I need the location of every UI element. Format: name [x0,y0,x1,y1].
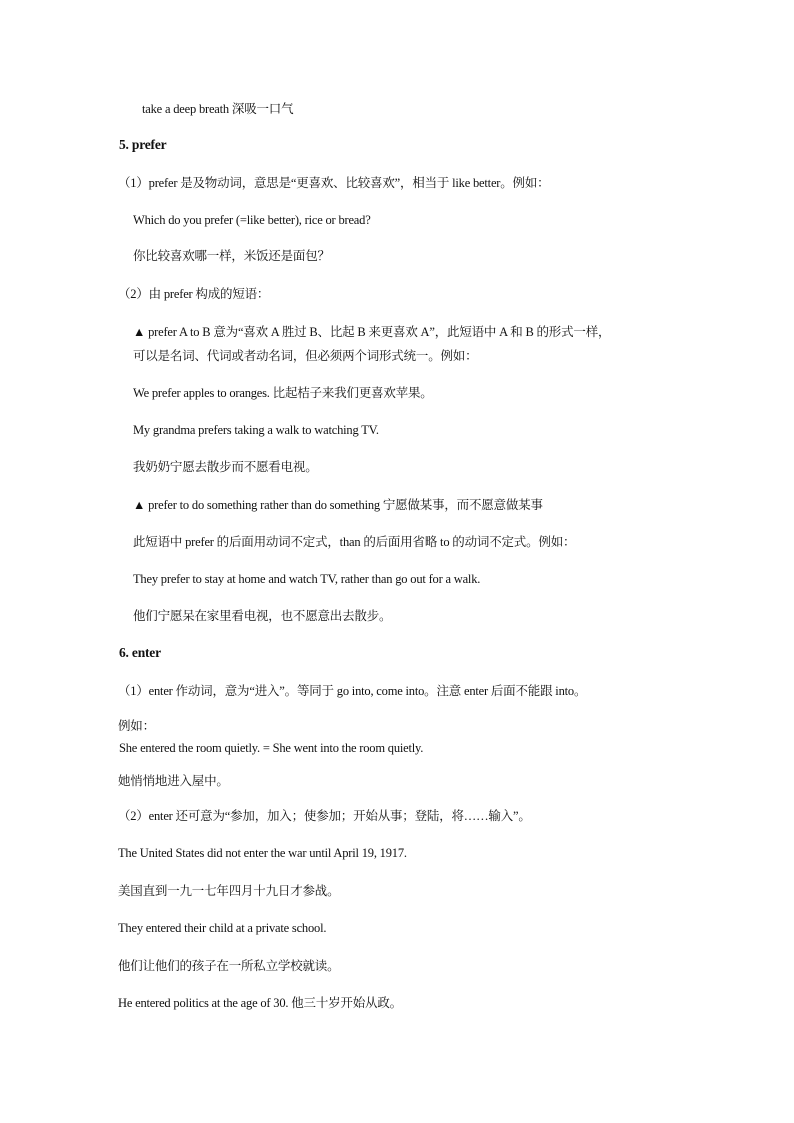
phrase-example-line: take a deep breath 深吸一口气 [142,102,294,116]
prefer-example-grandma-en: My grandma prefers taking a walk to watching TV. [133,423,379,437]
enter-example-room-zh: 她悄悄地进入屋中。 [118,773,229,788]
prefer-point-2: （2）由 prefer 构成的短语： [118,287,270,301]
enter-example-school-zh: 他们让他们的孩子在一所私立学校就读。 [118,958,340,973]
prefer-rather-than-note: 此短语中 prefer 的后面用动词不定式，than 的后面用省略 to 的动词不定式。例如： [133,535,576,549]
prefer-phrase-a-to-b: ▲ prefer A to B 意为“喜欢 A 胜过 B、比起 B 来更喜欢 A”，此短语中 A 和 B 的形式一样， [133,325,611,339]
prefer-phrase-a-to-b-note: 可以是名词、代词或者动名词，但必须两个词形式统一。例如： [133,348,478,363]
prefer-example-grandma-zh: 我奶奶宁愿去散步而不愿看电视。 [133,459,318,474]
prefer-point-1: （1）prefer 是及物动词，意思是“更喜欢、比较喜欢”，相当于 like better。例如： [118,176,550,190]
section-heading-prefer: 5. prefer [119,137,167,152]
prefer-example-en: Which do you prefer (=like better), rice or bread? [133,213,371,227]
section-heading-enter: 6. enter [119,645,161,660]
enter-example-room-en: She entered the room quietly. = She went into the room quietly. [119,741,424,755]
prefer-phrase-rather-than: ▲ prefer to do something rather than do something 宁愿做某事，而不愿意做某事 [133,498,543,512]
enter-example-school-en: They entered their child at a private school. [118,921,327,935]
enter-example-politics: He entered politics at the age of 30. 他三十岁开始从政。 [118,996,402,1010]
enter-example-war-en: The United States did not enter the war until April 19, 1917. [118,846,407,860]
enter-example-label: 例如： [118,718,155,733]
prefer-example-zh: 你比较喜欢哪一样，米饭还是面包？ [133,248,330,263]
prefer-example-stay-en: They prefer to stay at home and watch TV, rather than go out for a walk. [133,572,481,586]
enter-example-war-zh: 美国直到一九一七年四月十九日才参战。 [118,883,340,898]
enter-point-2: （2）enter 还可意为“参加，加入；使参加；开始从事；登陆，将……输入”。 [118,809,531,823]
prefer-example-stay-zh: 他们宁愿呆在家里看电视，也不愿意出去散步。 [133,608,392,623]
enter-point-1: （1）enter 作动词，意为“进入”。等同于 go into, come into。注意 enter 后面不能跟 into。 [118,684,587,698]
prefer-example-apples: We prefer apples to oranges. 比起桔子来我们更喜欢苹果。 [133,386,433,400]
